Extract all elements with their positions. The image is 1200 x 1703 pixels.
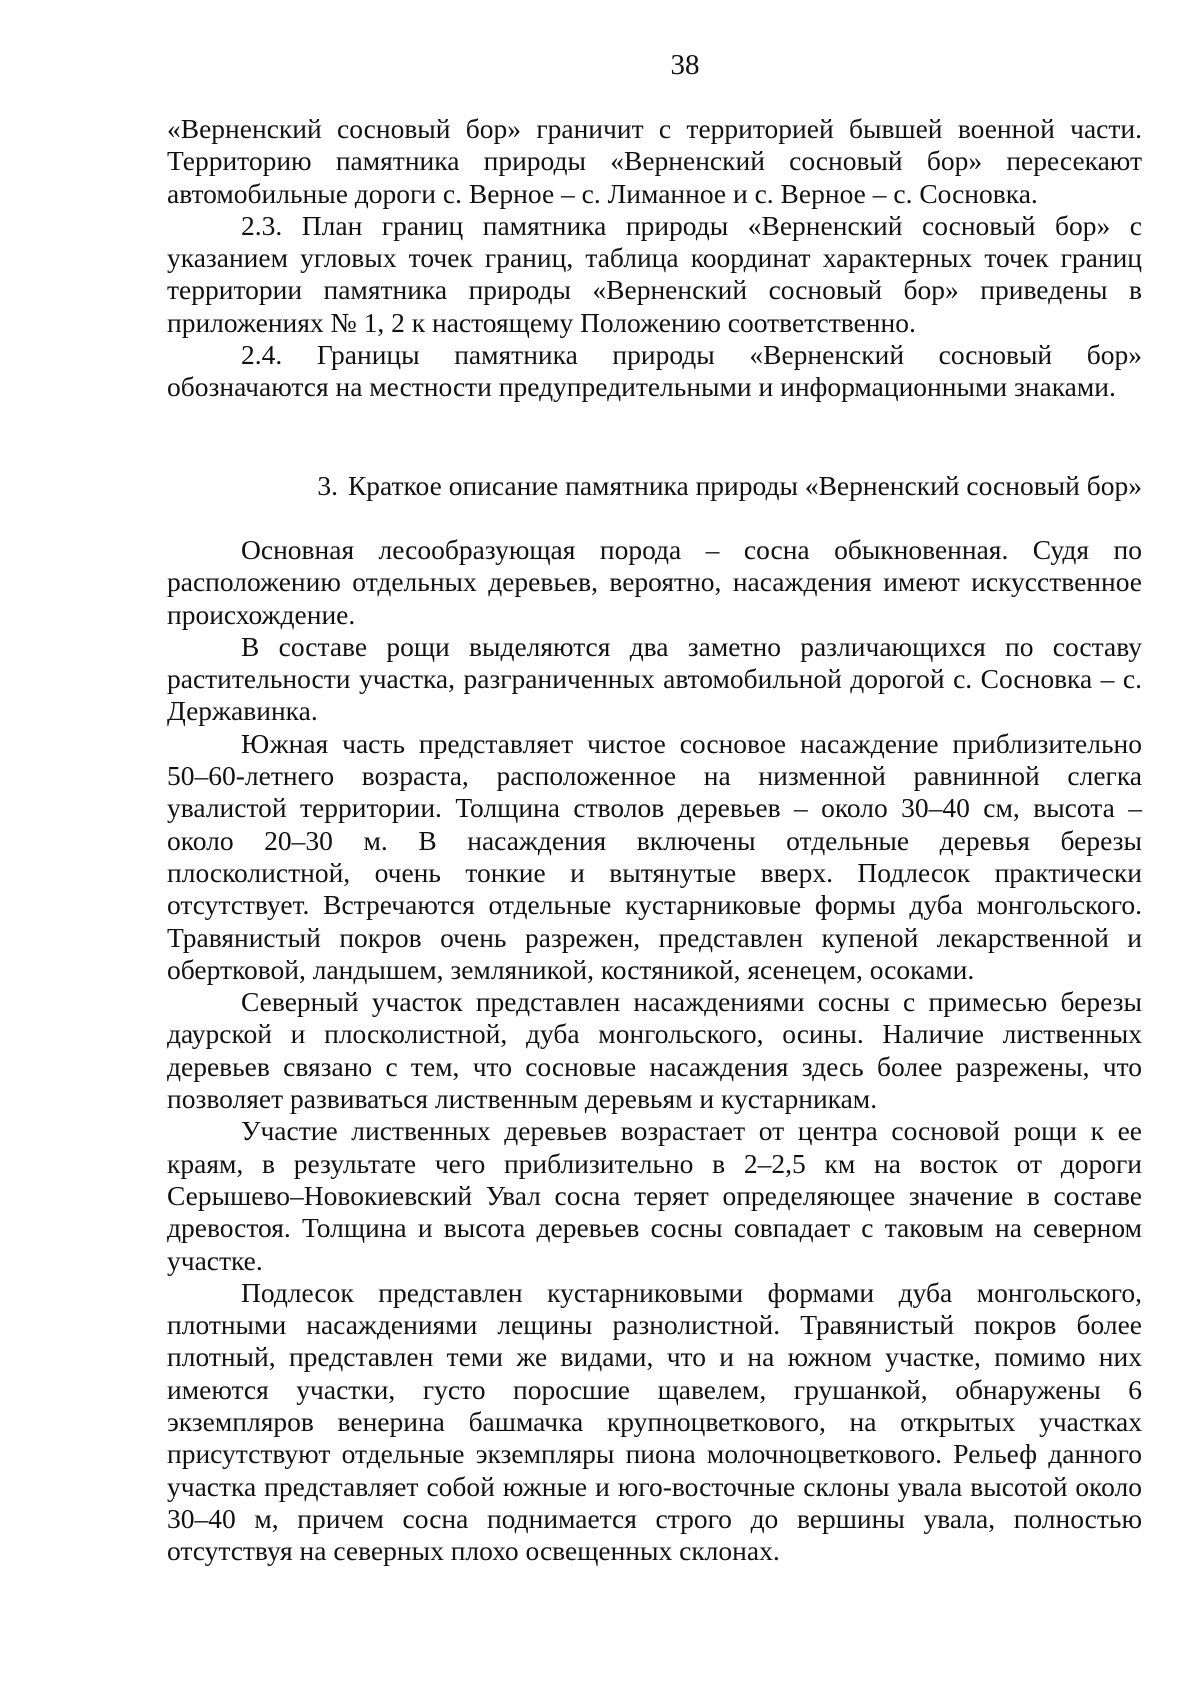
paragraph: Северный участок представлен насаждениями сосны с примесью березы даурской и плосколистной, дуба монгольского, осины. Наличие лиственных деревьев связано с тем, что сосновые насаждения здесь более разрежены, что позволяет развиваться лиственным деревьям и кустарникам. [167,986,1142,1115]
section-number: 3. [317,470,338,501]
paragraph: Участие лиственных деревьев возрастает от центра сосновой рощи к ее краям, в результате чего приблизительно в 2–2,5 км на восток от дороги Серышево–Новокиевский Увал сосна теряет определяющее значение в составе древостоя. Толщина и высота деревьев сосны совпадает с таковым на северном участке. [167,1115,1142,1276]
page-number: 38 [670,49,700,81]
section-text-block [167,534,1142,1568]
paragraph-2-4: 2.4. Границы памятника природы «Верненский сосновый бор» обозначаются на местности предупредительными и информационными знаками. [167,339,1142,403]
section-title: Краткое описание памятника природы «Верненский сосновый бор» [347,470,1142,501]
intro-text-block [167,113,1142,404]
paragraph: В составе рощи выделяются два заметно различающихся по составу растительности участка, разграниченных автомобильной дорогой с. Сосновка – с. Державинка. [167,630,1142,727]
paragraph-continuation: «Верненский сосновый бор» граничит с территорией бывшей военной части. Территорию памятника природы «Верненский сосновый бор» пересекают автомобильные дороги с. Верное – с. Лиманное и с. Верное – с. Сосновка. [167,113,1142,209]
paragraph: Подлесок представлен кустарниковыми формами дуба монгольского, плотными насаждениями лещины разнолистной. Травянистый покров более плотный, представлен теми же видами, что и на южном участке, помимо них имеются участки, густо поросшие щавелем, грушанкой, обнаружены 6 экземпляров венерина башмачка крупноцветкового, на открытых участках присутствуют отдельные экземпляры пиона молочноцветкового. Рельеф данного участка представляет собой южные и юго-восточные склоны увала высотой около 30–40 м, причем сосна поднимается строго до вершины увала, полностью отсутствуя на северных плохо освещенных склонах. [167,1276,1142,1567]
section-heading [167,470,1142,502]
paragraph: Основная лесообразующая порода – сосна обыкновенная. Судя по расположению отдельных деревьев, вероятно, насаждения имеют искусственное происхождение. [167,534,1142,630]
paragraph-2-3: 2.3. План границ памятника природы «Верненский сосновый бор» с указанием угловых точек границ, таблица координат характерных точек границ территории памятника природы «Верненский сосновый бор» приведены в приложениях № 1, 2 к настоящему Положению соответственно. [167,209,1142,338]
paragraph: Южная часть представляет чистое сосновое насаждение приблизительно 50–60-летнего возраста, расположенное на низменной равнинной слегка увалистой территории. Толщина стволов деревьев – около 30–40 см, высота – около 20–30 м. В насаждения включены отдельные деревья березы плосколистной, очень тонкие и вытянутые вверх. Подлесок практически отсутствует. Встречаются отдельные кустарниковые формы дуба монгольского. Травянистый покров очень разрежен, представлен купеной лекарственной и обертковой, ландышем, земляникой, костяникой, ясенецем, осоками. [167,727,1142,985]
